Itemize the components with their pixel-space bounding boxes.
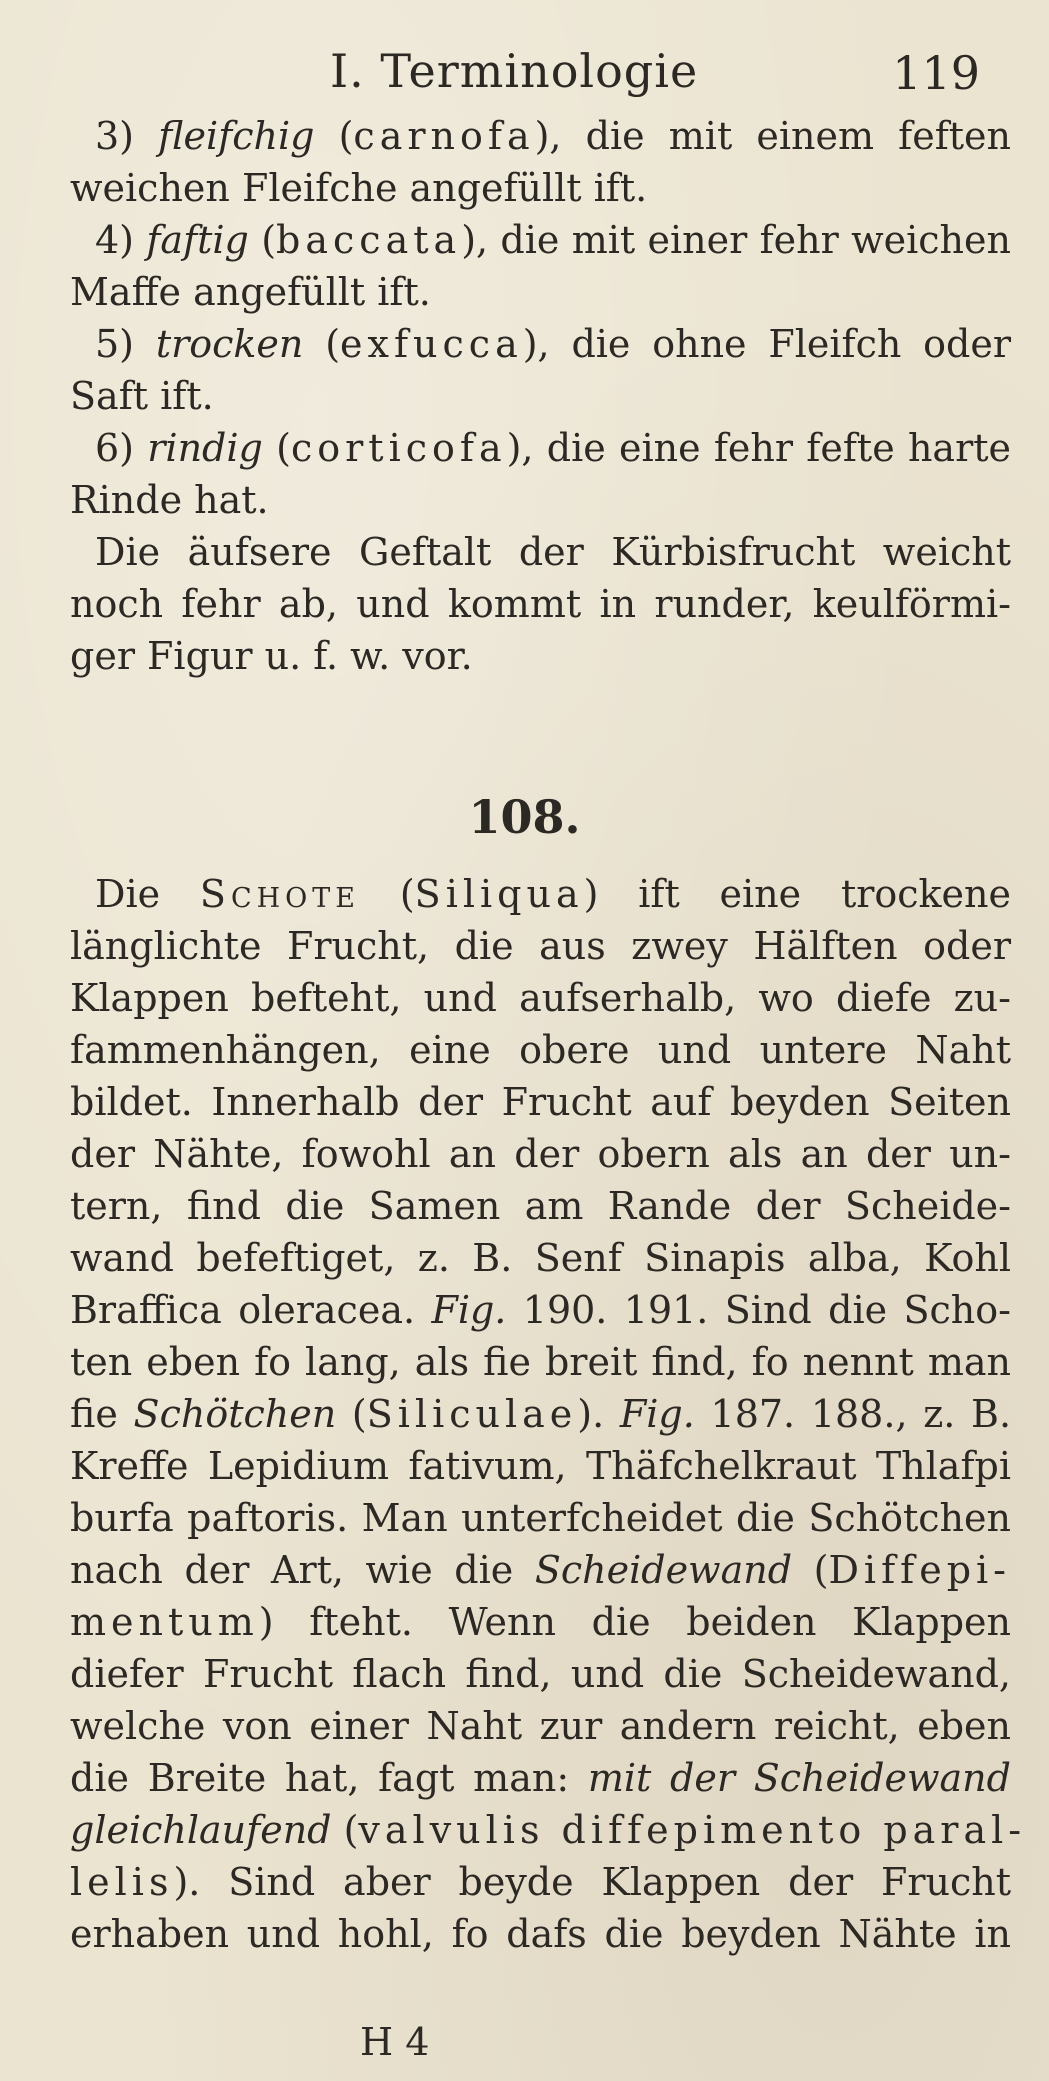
running-title: I. Terminologie <box>330 44 699 98</box>
list-item-line: weichen Fleifche angefüllt ift. <box>70 166 648 210</box>
paragraph-line: Die äufsere Geftalt der Kürbisfrucht weicht <box>95 530 1011 574</box>
paragraph-line: Braffica oleracea. Fig. 190. 191. Sind die Scho- <box>70 1288 1011 1332</box>
page-number: 119 <box>892 46 980 100</box>
paragraph-line: länglichte Frucht, die aus zwey Hälften oder <box>70 924 1011 968</box>
paragraph-line: welche von einer Naht zur andern reicht, eben <box>70 1704 1011 1748</box>
list-item-line: Maffe angefüllt ift. <box>70 270 431 314</box>
paragraph-line: wand befeftiget, z. B. Senf Sinapis alba, Kohl <box>70 1236 1011 1280</box>
paragraph-line: gleichlaufend (valvulis diffepimento paral- <box>70 1808 1027 1852</box>
paragraph-line: mentum) fteht. Wenn die beiden Klappen <box>70 1600 1011 1644</box>
list-item-line: 3) fleifchig (carnofa), die mit einem feften <box>95 114 1011 158</box>
page-header <box>330 44 1010 114</box>
paragraph-line: bildet. Innerhalb der Frucht auf beyden Seiten <box>70 1080 1011 1124</box>
paragraph-line: der Nähte, fowohl an der obern als an der un- <box>70 1132 1011 1176</box>
paragraph-line: die Breite hat, fagt man: mit der Scheidewand <box>70 1756 1011 1800</box>
section-number: 108. <box>468 790 581 844</box>
paragraph-line: erhaben und hohl, fo dafs die beyden Nähte in <box>70 1912 1011 1956</box>
paragraph-line: Klappen befteht, und aufserhalb, wo diefe zu- <box>70 976 1011 1020</box>
paragraph-line: ger Figur u. f. w. vor. <box>70 634 473 678</box>
list-item-line: 5) trocken (exfucca), die ohne Fleifch oder <box>95 322 1011 366</box>
paragraph-line: fammenhängen, eine obere und untere Naht <box>70 1028 1011 1072</box>
list-item-line: Saft ift. <box>70 374 214 418</box>
list-item-line: 4) faftig (baccata), die mit einer fehr weichen <box>95 218 1011 262</box>
paragraph-line: Die Schote (Siliqua) ift eine trockene <box>95 872 1012 916</box>
paragraph-line: noch fehr ab, und kommt in runder, keulförmi- <box>70 582 1011 626</box>
list-item-line: 6) rindig (corticofa), die eine fehr fefte harte <box>95 426 1011 470</box>
paragraph-line: nach der Art, wie die Scheidewand (Diffepi- <box>70 1548 1012 1592</box>
list-item-line: Rinde hat. <box>70 478 269 522</box>
paragraph-line: ten eben fo lang, als fie breit find, fo nennt man <box>70 1340 1011 1384</box>
paragraph-line: lelis). Sind aber beyde Klappen der Frucht <box>70 1860 1011 1904</box>
paragraph-line: Kreffe Lepidium fativum, Thäfchelkraut Thlafpi <box>70 1444 1011 1488</box>
paragraph-line: tern, find die Samen am Rande der Scheide- <box>70 1184 1011 1228</box>
paragraph-line: diefer Frucht flach find, und die Scheidewand, <box>70 1652 1011 1696</box>
paragraph-line: burfa paftoris. Man unterfcheidet die Schötchen <box>70 1496 1011 1540</box>
paragraph-line: fie Schötchen (Siliculae). Fig. 187. 188., z. B. <box>70 1392 1012 1436</box>
signature-mark: H 4 <box>360 2020 430 2064</box>
